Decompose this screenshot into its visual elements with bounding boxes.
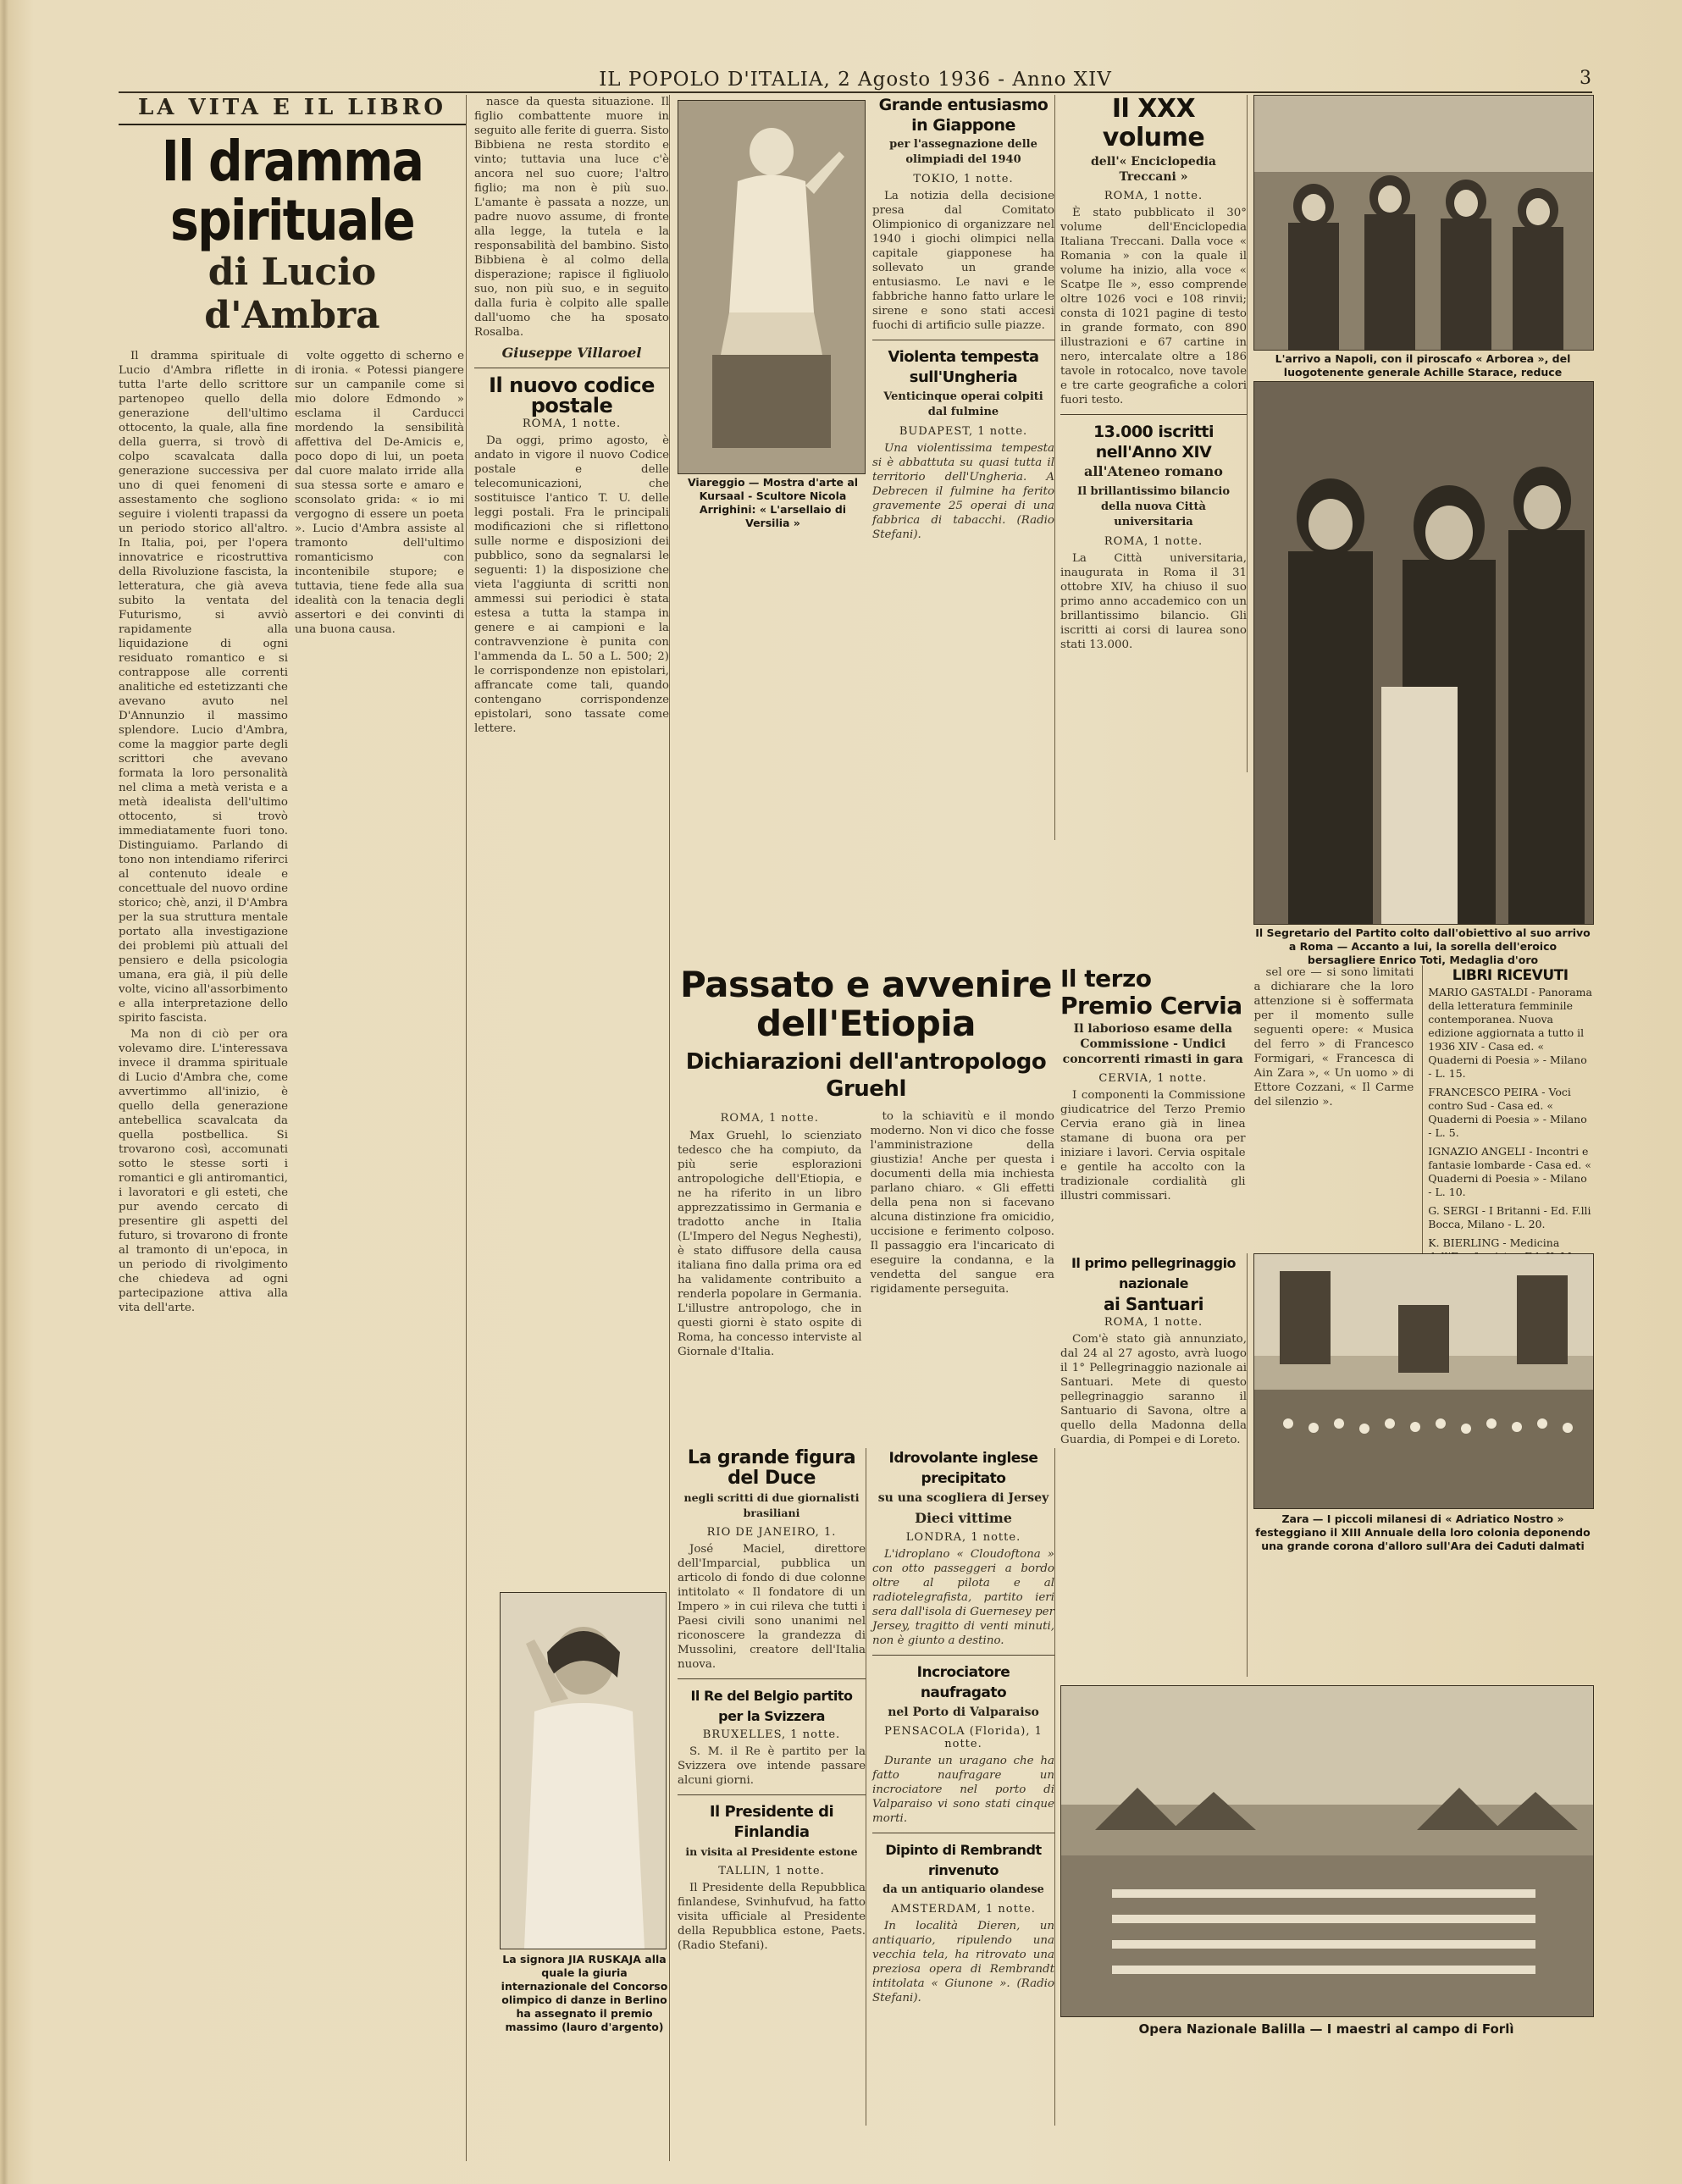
main-article-col-a: [119, 349, 288, 1317]
rembrandt-subhead: da un antiquario olandese: [882, 1883, 1044, 1896]
ungheria-text: Una violentissima tempesta si è abbattuta su quasi tutta il territorio dell'Ungheria. A Debrecen il fulmine ha ferito gravemente 25 operai di una fabbrica di tabacchi. (Radio Stefani).: [872, 442, 1054, 541]
divider: [678, 1794, 866, 1795]
etiopia-col-a: [678, 1109, 862, 1361]
santuari-article: [1060, 1253, 1248, 1677]
jersey-dateline: LONDRA, 1 notte.: [905, 1531, 1021, 1544]
treccani-subhead: dell'« Enciclopedia Treccani »: [1091, 155, 1216, 184]
jersey-subhead-2: Dieci vittime: [915, 1510, 1012, 1526]
etiopia-text: Max Gruehl, lo scienziato tedesco che ha compiuto, da più serie esplorazioni antropologiche dell'Etiopia, e ne ha riferito in un libro apprezzatissimo in Germania e tradotto anche in Italia (L'Impero del Negus Neghesti), è stato diffusore della causa italiana fino dalla prima ora ed ha validamente contribuito a renderla popolare in Germania. L'illustre antropologo, che in questi giorni è stato ospite di Roma, ha concesso interviste al Giornale d'Italia.: [678, 1130, 862, 1358]
main-article-paragraph: Ma non di ciò per ora volevamo dire. L'interessava invece il dramma spirituale di Lucio d'Ambra che, come avvertimmo all'inizio, è quello della generazione antebellica scavalcata da quella postbellica. Si trovarono così, accomunati sotto le stesse sorti i romantici e gli antiromantici, i lavoratori e gli esteti, che pur avendo cercato di presentire gli aspetti del futuro, si trovarono di fronte al tramonto di un'epoca, in un periodo di rivolgimento che chiedeva ad ogni partecipazione attiva alla vita dell'arte.: [119, 1028, 288, 1314]
main-article-col-b: [295, 349, 464, 1317]
rembrandt-headline: Dipinto di Rembrandt rinvenuto: [885, 1842, 1042, 1878]
cervia-headline: Il terzo Premio Cervia: [1060, 965, 1242, 1020]
libri-item: FRANCESCO PEIRA - Voci contro Sud - Casa ed. « Quaderni di Poesia » - Milano - L. 5.: [1428, 1086, 1587, 1139]
duce-body: [678, 1542, 866, 1672]
photo-napoli-caption: L'arrivo a Napoli, con il piroscafo « Arborea », del luogotenente generale Achille Starace, reduce: [1275, 352, 1571, 379]
finlandia-headline: Il Presidente di Finlandia: [709, 1803, 834, 1841]
treccani-headline: Il XXX volume: [1102, 94, 1205, 152]
belgio-body: [678, 1744, 866, 1788]
main-subhead: di Lucio d'Ambra: [204, 251, 380, 337]
ateneo-subhead: all'Ateneo romano: [1084, 463, 1223, 479]
finlandia-text: Il Presidente della Repubblica finlandese, Svinhufvud, ha fatto visita ufficiale al Presidente della Repubblica estone, Paets. (Radio Stefani).: [678, 1882, 866, 1952]
santuari-dateline: ROMA, 1 notte.: [1104, 1316, 1203, 1329]
cervia-article: [1060, 965, 1592, 1249]
column-3b-lower: [678, 1448, 866, 2126]
photo-zara-caption-box: [1253, 1512, 1592, 1553]
treccani-body: [1060, 206, 1247, 407]
finlandia-dateline: TALLIN, 1 notte.: [718, 1865, 825, 1877]
main-article-continuation: [474, 95, 669, 340]
etiopia-block: [678, 965, 1054, 1361]
cervia-subhead: Il laborioso esame della Commissione - Undici concorrenti rimasti in gara: [1062, 1022, 1243, 1066]
ateneo-dateline: ROMA, 1 notte.: [1104, 535, 1203, 548]
photo-forli: [1060, 1685, 1594, 2017]
duce-subhead: negli scritti di due giornalisti brasiliani: [683, 1491, 860, 1519]
incrociatore-dateline: PENSACOLA (Florida), 1 notte.: [884, 1725, 1043, 1750]
photo-forli-caption-box: [1060, 2022, 1592, 2036]
cervia-text: I componenti la Commissione giudicatrice del Terzo Premio Cervia erano già in linea stamane di buona ora per iniziare i lavori. Cervia ospitale e gentile ha accolto con la tradizionale cordialità gli illustri commissari.: [1060, 1089, 1246, 1203]
treccani-dateline: ROMA, 1 notte.: [1104, 190, 1203, 202]
belgio-dateline: BRUXELLES, 1 notte.: [702, 1728, 841, 1741]
jersey-body: [872, 1547, 1054, 1648]
ungheria-subhead: Venticinque operai colpiti dal fulmine: [883, 390, 1043, 418]
giappone-dateline: TOKIO, 1 notte.: [913, 173, 1014, 185]
libri-item: G. SERGI - I Britanni - Ed. F.lli Bocca, Milano - L. 20.: [1428, 1204, 1591, 1230]
ateneo-body: [1060, 551, 1247, 652]
divider: [1060, 414, 1247, 415]
page-edge-shadow: [0, 0, 8, 2184]
santuari-body: [1060, 1332, 1247, 1447]
jersey-text: L'idroplano « Cloudoftona » con otto passeggeri a bordo oltre al pilota e al radiotelegrafista, partito ieri sera dall'isola di Guernesey per Jersey, tragitto di venti minuti, non è giunto a destino.: [872, 1548, 1054, 1647]
masthead-title: IL POPOLO D'ITALIA, 2 Agosto 1936 - Anno XIV: [599, 69, 1112, 91]
column-4-lower: [872, 1448, 1055, 2126]
photo-statue-caption-box: [678, 476, 868, 530]
giappone-text: La notizia della decisione presa dal Comitato Olimpionico di organizzare nel 1940 i giochi olimpici nella capitale giapponese ha sollevato un grande entusiasmo. Le navi e le fabbriche hanno fatto urlare le sirene e sono stati accesi fuochi di artificio sulle piazze.: [872, 190, 1054, 332]
santuari-text: Com'è stato già annunziato, dal 24 al 27 agosto, avrà luogo il 1° Pellegrinaggio nazionale ai Santuari. Mete di questo pellegrinaggio saranno il Santuario di Savona, oltre a quello della Madonna della Guardia, di Pompei e di Loreto.: [1060, 1333, 1247, 1446]
photo-forli-caption: Opera Nazionale Balilla — I maestri al campo di Forlì: [1138, 2021, 1514, 2037]
segretario-crowd-image: [1254, 382, 1593, 924]
giappone-headline: Grande entusiasmo in Giappone: [878, 96, 1048, 135]
jersey-subhead: su una scogliera di Jersey: [877, 1491, 1049, 1505]
libri-heading: LIBRI RICEVUTI: [1452, 967, 1569, 984]
photo-segretario: [1253, 381, 1594, 925]
main-article: [119, 95, 467, 2161]
cervia-text: sel ore — si sono limitati a dichiarare che la loro attenzione si è soffermata per il momento sulle seguenti opere: « Musica del ferro » di Francesco Formigari, « Francesca di Ain Zara », « Un uomo » di Ettore Cozzani, « Il Carme del silenzio ».: [1253, 966, 1414, 1109]
photo-dancer: [500, 1592, 667, 1949]
treccani-text: È stato pubblicato il 30° volume dell'Enciclopedia Italiana Treccani. Dalla voce « Romania » con la quale il volume ha inizio, alla voce « Scatpe Ile », esso comprende oltre 1026 voci e 108 rinvii; consta di 1021 pagine di testo in grande formato, con 890 illustrazioni e 67 cartine in nero, intercalate oltre a 186 tavole in rotocalco, nove tavole e tre carte geografiche a colori fuori testo.: [1060, 207, 1247, 406]
main-article-signature: Giuseppe Villaroel: [501, 345, 642, 361]
cervia-col-b: [1254, 965, 1414, 1282]
incrociatore-headline: Incrociatore naufragato: [916, 1664, 1010, 1701]
column-5-top: [1060, 95, 1248, 772]
duce-text: José Maciel, direttore dell'Imparcial, pubblica un articolo di fondo di due colonne intitolato « Il fondatore di un Impero » in cui rileva che tutti i Paesi civili sono unanimi nel riconoscere la grandezza di Mussolini, creatore dell'Italia nuova.: [678, 1543, 866, 1671]
photo-segretario-caption: Il Segretario del Partito colto dall'obiettivo al suo arrivo a Roma — Accanto a lui, la sorella dell'eroico bersagliere Enrico Toti, Medaglia d'oro: [1255, 926, 1591, 966]
finlandia-subhead: in visita al Presidente estone: [685, 1845, 858, 1858]
rembrandt-text: In località Dieren, un antiquario, ripulendo una vecchia tela, ha ritrovato una preziosa opera di Rembrandt intitolata « Giunone ». (Radio Stefani).: [872, 1920, 1054, 2004]
codice-postale-text: Da oggi, primo agosto, è andato in vigore il nuovo Codice postale e delle telecomunicazioni, che sostituisce l'antico T. U. delle leggi postali. Fra le principali modificazioni che si riflettono sulle norme e disposizioni dei pubblico, sono da segnalarsi le seguenti: 1) la disposizione che vieta l'aggiunta di scritti non ammessi sui periodici è stata estesa a tutta la stampa in genere e ai campioni e la contravvenzione è punita con l'ammenda da L. 50 a L. 500; 2) le corrispondenze non epistolari, affrancate come tali, quando contengano corrispondenze epistolari, sono tassate come lettere.: [474, 434, 669, 735]
incrociatore-subhead: nel Porto di Valparaiso: [888, 1706, 1039, 1719]
forli-camp-image: [1061, 1686, 1593, 2016]
etiopia-text: to la schiavitù e il mondo moderno. Non vi dico che fosse l'amministrazione della giustizia! Anche per questa i documenti della mia inchiesta parlano chiaro. « Gli effetti della pena non si facevano alcuna distinzione fra omicidio, uccisione e ferimento colposo. Il passaggio era l'incaricato di eseguire la condanna, e la vendetta del sangue era rigidamente perseguita.: [870, 1110, 1054, 1296]
ungheria-body: [872, 441, 1054, 542]
main-article-paragraph: Il dramma spirituale di Lucio d'Ambra riflette in tutta l'arte dello scrittore partenopeo quello della generazione dell'ultimo ottocento, la quale, alla fine della guerra, si trovò di colpo scavalcata dalla generazione successiva per uno di quei fenomeni di assestamento che sogliono seguire i violenti trapassi da un periodo storico all'altro. In Italia, poi, per l'opera innovatrice e ricostruttiva della Rivoluzione fascista, la letteratura, che già aveva subito la ventata del Futurismo, si avviò rapidamente alla liquidazione di ogni residuato romantico e si contrappose alle correnti analitiche ed estetizzanti che avevano avuto nel D'Annunzio il massimo splendore. Lucio d'Ambra, come la maggior parte degli scrittori che avevano formata la loro personalità nel clima a metà verista e a metà idealista dell'ultimo ottocento, si trovò immediatamente fuori tono. Distinguiamo. Parlando di tono non intendiamo riferirci al contenuto ideale e concettuale del nuovo ordine storico; chè, anzi, il D'Ambra per la sua struttura mentale portato alla investigazione dei problemi più attuali del pensiero e della psicologia umana, era già, il più delle volte, vicino all'assorbimento e alla interpretazione dello spirito fascista.: [119, 350, 288, 1025]
codice-postale-body: [474, 434, 669, 736]
photo-dancer-caption-box: [500, 1953, 669, 2034]
libri-item: MARIO GASTALDI - Panorama della letteratura femminile contemporanea. Nuova edizione aggiornata a tutto il 1936 XIV - Casa ed. « Quaderni di Poesia » - Milano - L. 15.: [1428, 986, 1592, 1080]
photo-statue: [678, 100, 866, 474]
photo-statue-caption: Viareggio — Mostra d'arte al Kursaal - Scultore Nicola Arrighini: « L'arsellaio di Versilia »: [687, 476, 859, 529]
codice-postale-headline: Il nuovo codice postale: [489, 373, 655, 417]
photo-zara: [1253, 1253, 1594, 1509]
jersey-headline: Idrovolante inglese precipitato: [888, 1450, 1038, 1487]
libri-list: [1428, 986, 1592, 1277]
divider: [872, 1655, 1054, 1656]
incrociatore-body: [872, 1754, 1054, 1826]
etiopia-headline: Passato e avvenire dell'Etiopia: [679, 964, 1053, 1044]
belgio-text: S. M. il Re è partito per la Svizzera ove intende passare alcuni giorni.: [678, 1745, 866, 1787]
belgio-headline: Il Re del Belgio partito per la Svizzera: [690, 1688, 853, 1724]
codice-postale-dateline: ROMA, 1 notte.: [522, 417, 622, 430]
photo-zara-caption: Zara — I piccoli milanesi di « Adriatico Nostro » festeggiano il XIII Annuale della loro colonia deponendo una grande corona d'alloro sull'Ara dei Caduti dalmati: [1255, 1512, 1591, 1552]
duce-headline: La grande figura del Duce: [687, 1447, 856, 1489]
ateneo-subhead-2: Il brillantissimo bilancio della nuova Città universitaria: [1076, 485, 1230, 528]
page-number: 3: [1580, 68, 1592, 89]
incrociatore-text: Durante un uragano che ha fatto naufragare un incrociatore nel porto di Valparaiso vi sono stati cinque morti.: [872, 1755, 1054, 1825]
zara-ceremony-image: [1254, 1254, 1593, 1508]
cervia-col-a: [1060, 965, 1246, 1282]
ungheria-dateline: BUDAPEST, 1 notte.: [899, 425, 1028, 438]
napoli-arrival-image: [1254, 96, 1593, 350]
rembrandt-body: [872, 1919, 1054, 2005]
photo-napoli: [1253, 95, 1594, 351]
libri-item: K. BIERLING - Medicina: [1428, 1236, 1560, 1249]
etiopia-subhead: Dichiarazioni dell'antropologo Gruehl: [685, 1049, 1047, 1102]
photo-segretario-caption-box: [1253, 926, 1592, 967]
libri-ricevuti: [1422, 965, 1592, 1282]
libri-item: IGNAZIO ANGELI - Incontri e fantasie lombarde - Casa ed. « Quaderni di Poesia » - Milano - L. 10.: [1428, 1145, 1591, 1198]
etiopia-col-b: [871, 1109, 1055, 1361]
divider: [678, 1678, 866, 1679]
column-4-top: [872, 95, 1055, 840]
main-headline: Il dramma spirituale: [161, 129, 423, 253]
giappone-subhead: per l'assegnazione delle olimpiadi del 1940: [889, 138, 1037, 166]
statue-figure-image: [678, 101, 865, 473]
dancer-portrait-image: [501, 1593, 666, 1949]
masthead: [119, 68, 1592, 93]
ungheria-headline: Violenta tempesta sull'Ungheria: [888, 348, 1039, 386]
rembrandt-dateline: AMSTERDAM, 1 notte.: [891, 1903, 1036, 1916]
duce-dateline: RIO DE JANEIRO, 1.: [706, 1526, 837, 1539]
photo-dancer-caption: La signora JIA RUSKAJA alla quale la giuria internazionale del Concorso olimpico di danze in Berlino ha assegnato il premio massimo (lauro d'argento): [501, 1953, 668, 2033]
ateneo-text: La Città universitaria, inaugurata in Roma il 31 ottobre XIV, ha chiuso il suo primo anno accademico con un brillantissimo bilancio. Gli iscritti ai corsi di laurea sono stati 13.000.: [1060, 552, 1247, 651]
santuari-subhead: ai Santuari: [1104, 1294, 1203, 1314]
main-article-paragraph: nasce da questa situazione. Il figlio combattente muore in seguito alle ferite di guerra. Sisto Bibbiena ne resta stordito e vinto; tuttavia una luce c'è ancora nel suo cuore; l'altro figlio; ma non è più suo. L'amante è passata a nozze, un padre nuovo assume, di fronte alla legge, la tutela e la responsabilità del bambino. Sisto Bibbiena è al colmo della disperazione; rapisce il figliuolo suo, non più suo, e in seguito dalla furia è colpito alle spalle dall'uomo che ha sposato Rosalba.: [474, 96, 669, 339]
giappone-body: [872, 189, 1054, 333]
cervia-body: [1060, 1088, 1246, 1203]
rubric: LA VITA E IL LIBRO: [119, 95, 466, 125]
main-article-paragraph: volte oggetto di scherno e di ironia. « Potessi piangere sur un campanile come si mio dolore Edmondo » esclama il Carducci mordendo la sensibilità affettiva del De-Amicis e, poco dopo di lui, un poeta dal cuore malato irride alla sua stessa sorte e amaro e sconsolato grida: « io mi vergogno di essere un poeta ». Lucio d'Ambra assiste al tramonto dell'ultimo romanticismo con incontenibile stupore; e tuttavia, tiene fede alla sua idealità con la tenacia degli assertori e dei convinti di una buona causa.: [295, 350, 464, 636]
etiopia-dateline: ROMA, 1 notte.: [720, 1112, 819, 1125]
cervia-dateline: CERVIA, 1 notte.: [1098, 1072, 1208, 1085]
finlandia-body: [678, 1881, 866, 1953]
santuari-headline: Il primo pellegrinaggio nazionale: [1071, 1255, 1237, 1291]
ateneo-headline: 13.000 iscritti nell'Anno XIV: [1093, 423, 1214, 462]
